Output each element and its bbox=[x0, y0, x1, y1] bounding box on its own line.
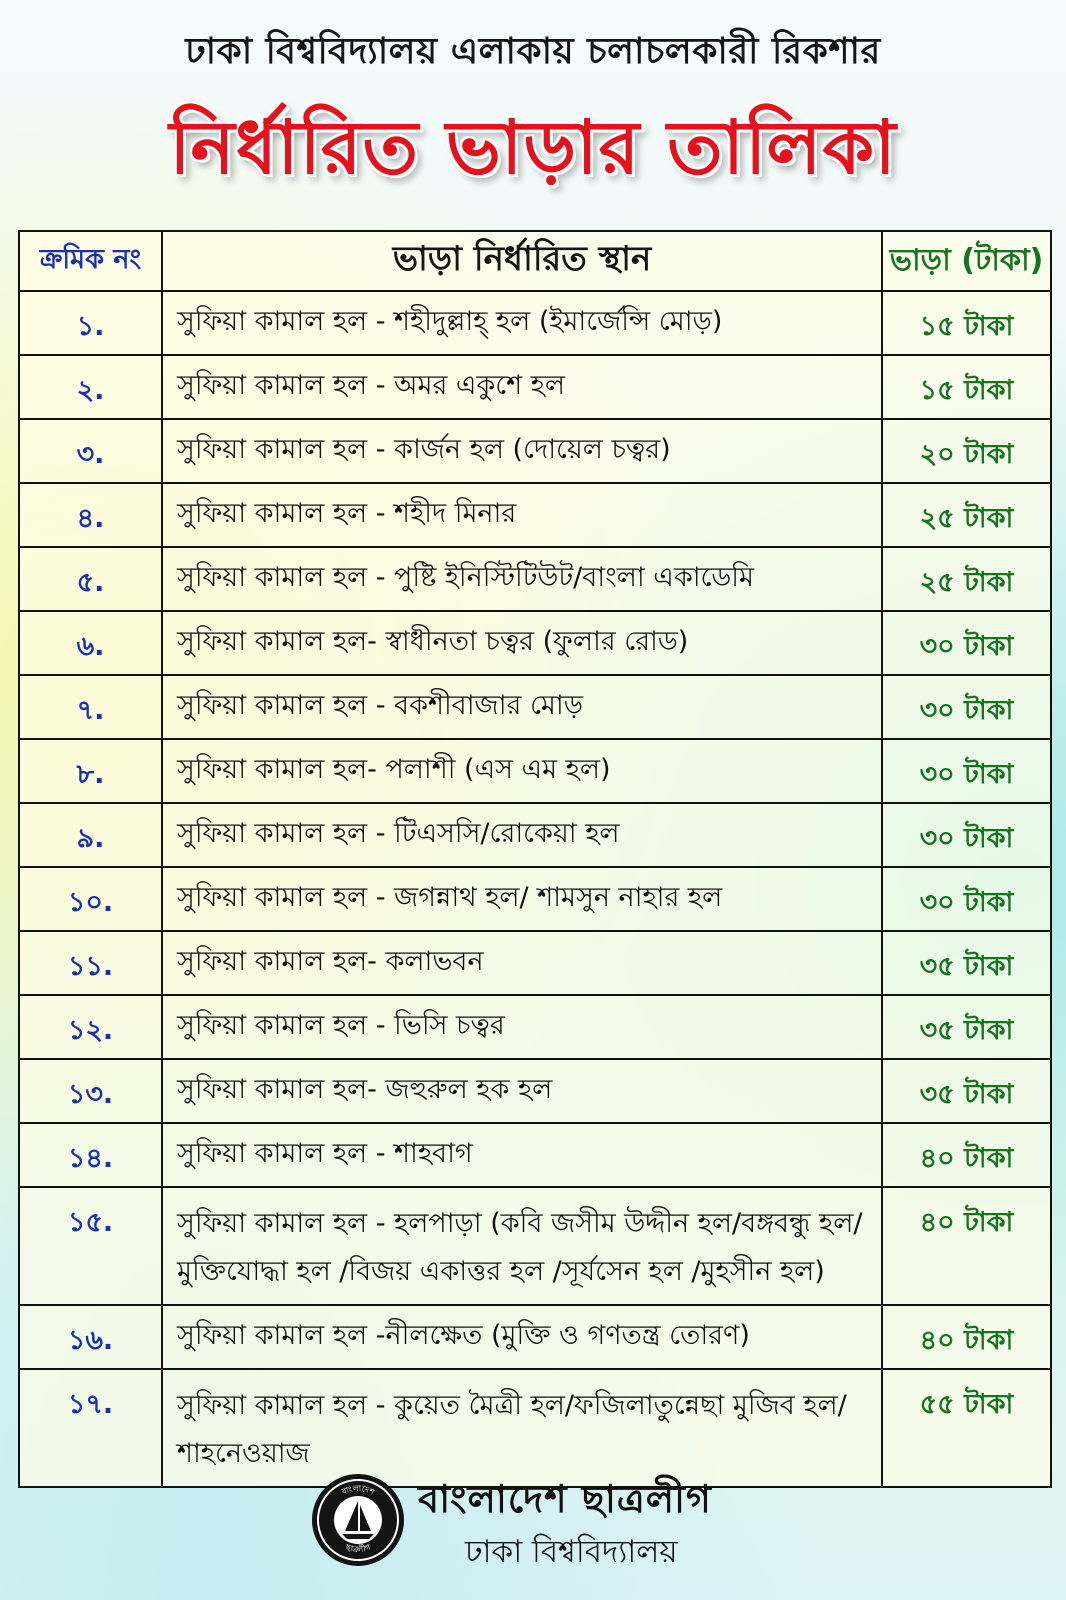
row-route: সুফিয়া কামাল হল -নীলক্ষেত (মুক্তি ও গণতন্ত্র তোরণ) bbox=[162, 1305, 882, 1369]
row-route: সুফিয়া কামাল হল - টিএসসি/রোকেয়া হল bbox=[162, 803, 882, 867]
logo-text-bottom: ছাত্রলীগ bbox=[344, 1542, 372, 1555]
table-row bbox=[19, 1059, 1051, 1123]
table-row bbox=[19, 547, 1051, 611]
row-route: সুফিয়া কামাল হল - অমর একুশে হল bbox=[162, 355, 882, 419]
row-fare: ৪০ টাকা bbox=[882, 1305, 1051, 1369]
row-serial: ১০. bbox=[19, 867, 162, 931]
table-row bbox=[19, 739, 1051, 803]
row-serial: ১২. bbox=[19, 995, 162, 1059]
row-serial: ১৪. bbox=[19, 1123, 162, 1187]
row-serial: ৬. bbox=[19, 611, 162, 675]
table-row bbox=[19, 355, 1051, 419]
row-serial: ৭. bbox=[19, 675, 162, 739]
column-header-serial: ক্রমিক নং bbox=[19, 231, 162, 291]
table-row bbox=[19, 1123, 1051, 1187]
table-row bbox=[19, 419, 1051, 483]
row-fare: ১৫ টাকা bbox=[882, 291, 1051, 355]
poster-title: নির্ধারিত ভাড়ার তালিকা bbox=[169, 105, 897, 191]
organization-unit: ঢাকা বিশ্ববিদ্যালয় bbox=[465, 1534, 678, 1570]
logo-text-top: বাংলাদেশ bbox=[340, 1483, 376, 1497]
sailboat-emblem-icon bbox=[312, 1474, 404, 1566]
row-route: সুফিয়া কামাল হল - ভিসি চত্বর bbox=[162, 995, 882, 1059]
row-route: সুফিয়া কামাল হল- পলাশী (এস এম হল) bbox=[162, 739, 882, 803]
row-fare: ৩০ টাকা bbox=[882, 867, 1051, 931]
row-serial: ২. bbox=[19, 355, 162, 419]
table-row bbox=[19, 483, 1051, 547]
table-row bbox=[19, 291, 1051, 355]
row-fare: ৩৫ টাকা bbox=[882, 995, 1051, 1059]
row-fare: ৫৫ টাকা bbox=[882, 1369, 1051, 1487]
row-fare: ৩৫ টাকা bbox=[882, 1059, 1051, 1123]
row-serial: ১৩. bbox=[19, 1059, 162, 1123]
row-fare: ৪০ টাকা bbox=[882, 1123, 1051, 1187]
row-serial: ৪. bbox=[19, 483, 162, 547]
row-fare: ৩০ টাকা bbox=[882, 611, 1051, 675]
row-route: সুফিয়া কামাল হল - হলপাড়া (কবি জসীম উদ্দীন হল/বঙ্গবন্ধু হল/মুক্তিযোদ্ধা হল /বিজয় একাত্তর হল /সূর্যসেন হল /মুহসীন হল) bbox=[162, 1187, 882, 1305]
row-fare: ৩০ টাকা bbox=[882, 675, 1051, 739]
row-route: সুফিয়া কামাল হল - জগন্নাথ হল/ শামসুন নাহার হল bbox=[162, 867, 882, 931]
row-serial: ১১. bbox=[19, 931, 162, 995]
row-fare: ২৫ টাকা bbox=[882, 483, 1051, 547]
row-route: সুফিয়া কামাল হল- স্বাধীনতা চত্বর (ফুলার রোড) bbox=[162, 611, 882, 675]
table-row bbox=[19, 1187, 1051, 1305]
row-fare: ৩০ টাকা bbox=[882, 739, 1051, 803]
row-route: সুফিয়া কামাল হল - কুয়েত মৈত্রী হল/ফজিলাতুন্নেছা মুজিব হল/শাহনেওয়াজ bbox=[162, 1369, 882, 1487]
row-route: সুফিয়া কামাল হল - শাহবাগ bbox=[162, 1123, 882, 1187]
table-row bbox=[19, 995, 1051, 1059]
row-fare: ১৫ টাকা bbox=[882, 355, 1051, 419]
column-header-fare: ভাড়া (টাকা) bbox=[882, 231, 1051, 291]
row-route: সুফিয়া কামাল হল - কার্জন হল (দোয়েল চত্বর) bbox=[162, 419, 882, 483]
row-route: সুফিয়া কামাল হল- জহুরুল হক হল bbox=[162, 1059, 882, 1123]
row-fare: ২৫ টাকা bbox=[882, 547, 1051, 611]
row-fare: ৩৫ টাকা bbox=[882, 931, 1051, 995]
row-fare: ৩০ টাকা bbox=[882, 803, 1051, 867]
row-serial: ১৫. bbox=[19, 1187, 162, 1305]
column-header-route: ভাড়া নির্ধারিত স্থান bbox=[162, 231, 882, 291]
poster-footer bbox=[0, 1470, 1066, 1580]
row-route: সুফিয়া কামাল হল - পুষ্টি ইনিস্টিটিউট/বাংলা একাডেমি bbox=[162, 547, 882, 611]
row-fare: ৪০ টাকা bbox=[882, 1187, 1051, 1305]
row-serial: ৩. bbox=[19, 419, 162, 483]
table-row bbox=[19, 867, 1051, 931]
table-header-row bbox=[19, 231, 1051, 291]
table-row bbox=[19, 931, 1051, 995]
row-serial: ৫. bbox=[19, 547, 162, 611]
row-route: সুফিয়া কামাল হল - শহীদ মিনার bbox=[162, 483, 882, 547]
row-serial: ৯. bbox=[19, 803, 162, 867]
organization-name: বাংলাদেশ ছাত্রলীগ bbox=[418, 1477, 712, 1521]
row-fare: ২০ টাকা bbox=[882, 419, 1051, 483]
logo-graphic bbox=[315, 1477, 401, 1563]
poster-subtitle: ঢাকা বিশ্ববিদ্যালয় এলাকায় চলাচলকারী রিকশার bbox=[185, 31, 881, 72]
row-route: সুফিয়া কামাল হল- কলাভবন bbox=[162, 931, 882, 995]
table-row bbox=[19, 1305, 1051, 1369]
fare-table bbox=[18, 230, 1052, 1488]
table-row bbox=[19, 611, 1051, 675]
table-row bbox=[19, 675, 1051, 739]
table-row bbox=[19, 803, 1051, 867]
row-serial: ১. bbox=[19, 291, 162, 355]
row-serial: ৮. bbox=[19, 739, 162, 803]
row-route: সুফিয়া কামাল হল - বকশীবাজার মোড় bbox=[162, 675, 882, 739]
row-route: সুফিয়া কামাল হল - শহীদুল্লাহ্ হল (ইমার্জেন্সি মোড়) bbox=[162, 291, 882, 355]
row-serial: ১৬. bbox=[19, 1305, 162, 1369]
row-serial: ১৭. bbox=[19, 1369, 162, 1487]
